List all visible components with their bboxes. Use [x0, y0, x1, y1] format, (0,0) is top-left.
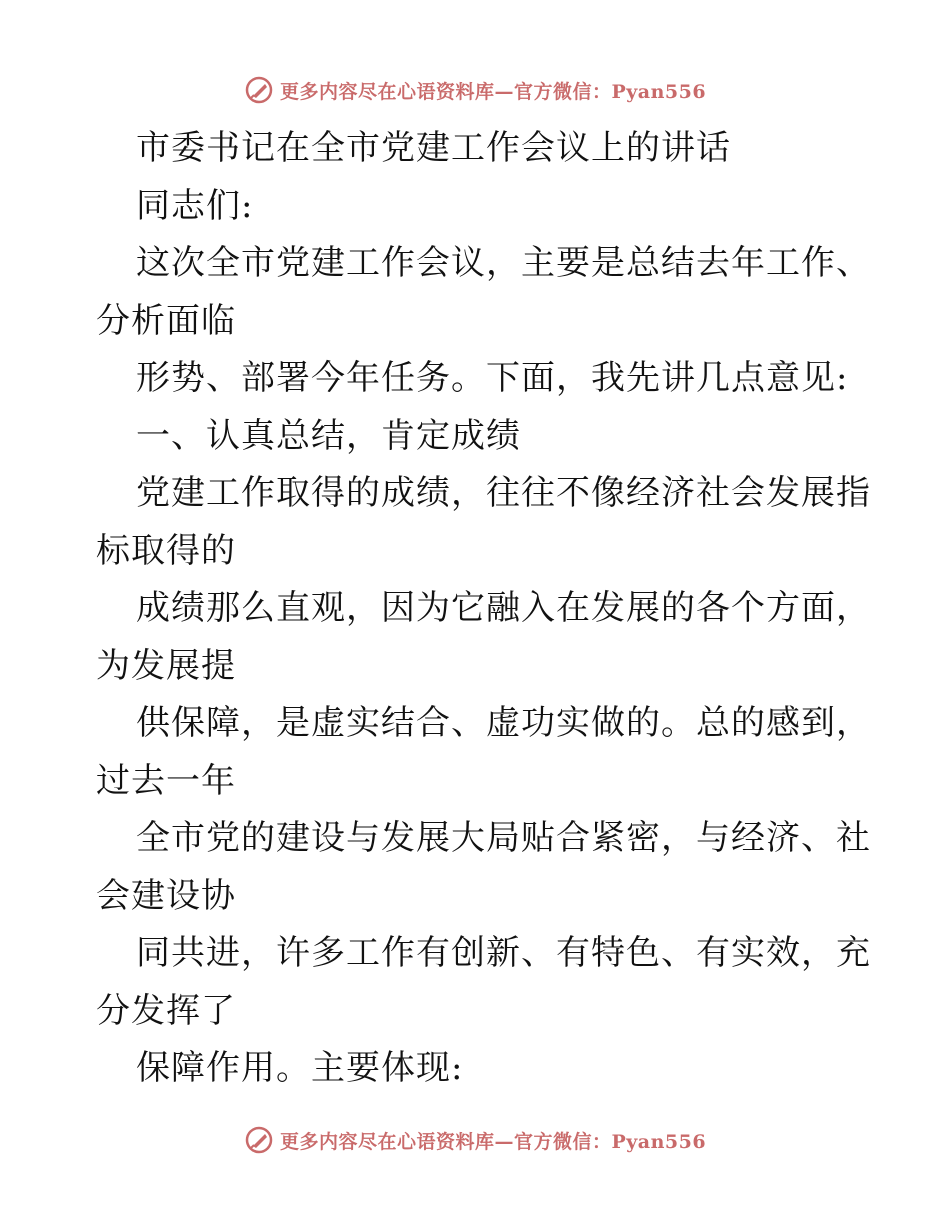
text-line: 成绩那么直观，因为它融入在发展的各个方面，	[136, 588, 871, 628]
quill-logo-icon	[244, 75, 274, 105]
text-line: 过去一年	[96, 760, 236, 801]
watermark-text: 更多内容尽在心语资料库—官方微信：Pyan556	[279, 80, 707, 103]
text-line: 全市党的建设与发展大局贴合紧密，与经济、社	[136, 818, 871, 858]
footer-watermark	[0, 1120, 950, 1160]
header-watermark	[0, 70, 950, 110]
text-line: 形势、部署今年任务。下面，我先讲几点意见:	[136, 358, 849, 398]
document-body	[96, 120, 871, 1098]
text-line: 一、认真总结，肯定成绩	[136, 415, 521, 456]
quill-logo-icon	[244, 1125, 274, 1155]
text-line: 为发展提	[96, 645, 236, 686]
watermark-text: 更多内容尽在心语资料库—官方微信：Pyan556	[279, 1130, 707, 1153]
text-line: 分发挥了	[96, 990, 236, 1031]
text-line: 同志们:	[136, 185, 254, 226]
text-line: 市委书记在全市党建工作会议上的讲话	[136, 128, 731, 168]
text-line: 标取得的	[96, 530, 236, 571]
text-line: 党建工作取得的成绩，往往不像经济社会发展指	[136, 473, 871, 513]
text-line: 供保障，是虚实结合、虚功实做的。总的感到，	[136, 703, 871, 743]
text-line: 会建设协	[96, 875, 236, 916]
text-line: 这次全市党建工作会议，主要是总结去年工作、	[136, 243, 871, 283]
text-line: 分析面临	[96, 300, 236, 341]
text-line: 同共进，许多工作有创新、有特色、有实效，充	[136, 933, 871, 973]
text-line: 保障作用。主要体现:	[136, 1048, 464, 1088]
